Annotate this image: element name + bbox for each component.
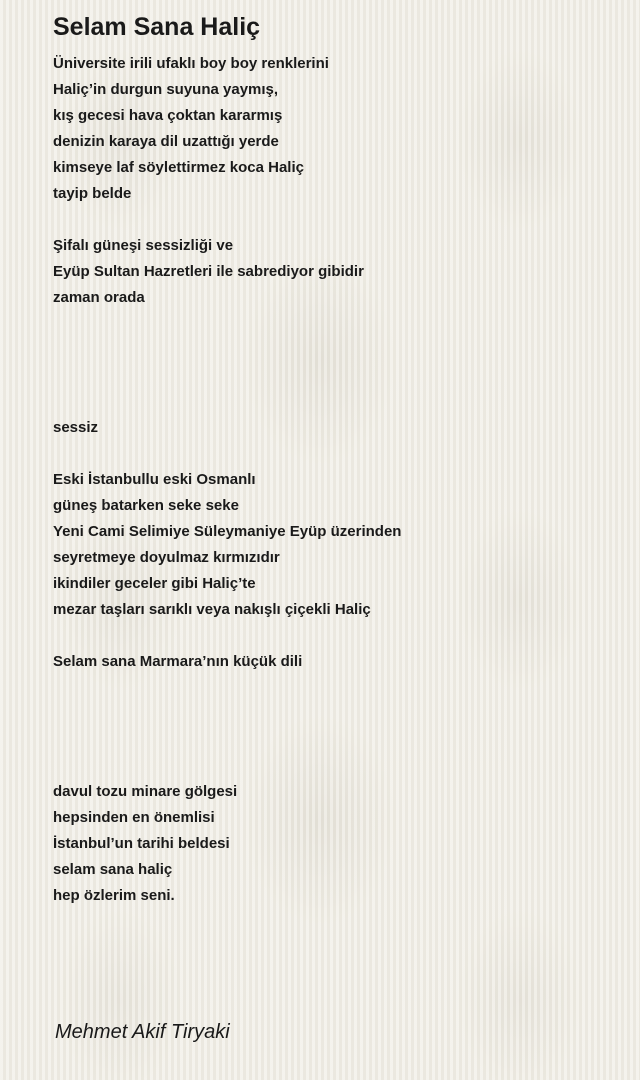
poem-line: güneş batarken seke seke [53, 497, 239, 514]
poem-line: hepsinden en önemlisi [53, 809, 215, 826]
poem-line: Haliç’in durgun suyuna yaymış, [53, 81, 279, 98]
poem-line: selam sana haliç [53, 861, 173, 878]
stanza-break [53, 207, 613, 233]
poem-line: seyretmeye doyulmaz kırmızıdır [53, 549, 280, 566]
stanza-break [53, 389, 613, 415]
stanza-break [53, 701, 613, 727]
stanza-break [53, 753, 613, 779]
poem-line: davul tozu minare gölgesi [53, 783, 238, 800]
poem-line: zaman orada [53, 289, 145, 306]
stanza-break [53, 675, 613, 701]
poem-author: Mehmet Akif Tiryaki [55, 1021, 230, 1043]
stanza-break [53, 311, 613, 337]
poem-line: kış gecesi hava çoktan kararmış [53, 107, 283, 124]
poem-line: mezar taşları sarıklı veya nakışlı çiçekli Haliç [53, 601, 371, 618]
poem-line: denizin karaya dil uzattığı yerde [53, 133, 279, 150]
poem-line: İstanbul’un tarihi beldesi [53, 835, 230, 852]
poem-line: hep özlerim seni. [53, 887, 175, 904]
poem-line: Yeni Cami Selimiye Süleymaniye Eyüp üzerinden [53, 523, 402, 540]
poem-line: kimseye laf söylettirmez koca Haliç [53, 159, 304, 176]
poem-line: sessiz [53, 419, 99, 436]
stanza-break [53, 337, 613, 363]
stanza-break [53, 363, 613, 389]
poem-line: Eyüp Sultan Hazretleri ile sabrediyor gibidir [53, 263, 364, 280]
stanza-break [53, 727, 613, 753]
poem-line: Eski İstanbullu eski Osmanlı [53, 471, 256, 488]
poem-line: Şifalı güneşi sessizliği ve [53, 237, 234, 254]
poem-line: Selam sana Marmara’nın küçük dili [53, 653, 303, 670]
stanza-break [53, 441, 613, 467]
poem-title: Selam Sana Haliç [53, 13, 261, 41]
stanza-break [53, 623, 613, 649]
poem-line: ikindiler geceler gibi Haliç’te [53, 575, 256, 592]
poem-line: tayip belde [53, 185, 132, 202]
poem-body [53, 51, 613, 909]
poem-line: Üniversite irili ufaklı boy boy renklerini [53, 55, 329, 72]
